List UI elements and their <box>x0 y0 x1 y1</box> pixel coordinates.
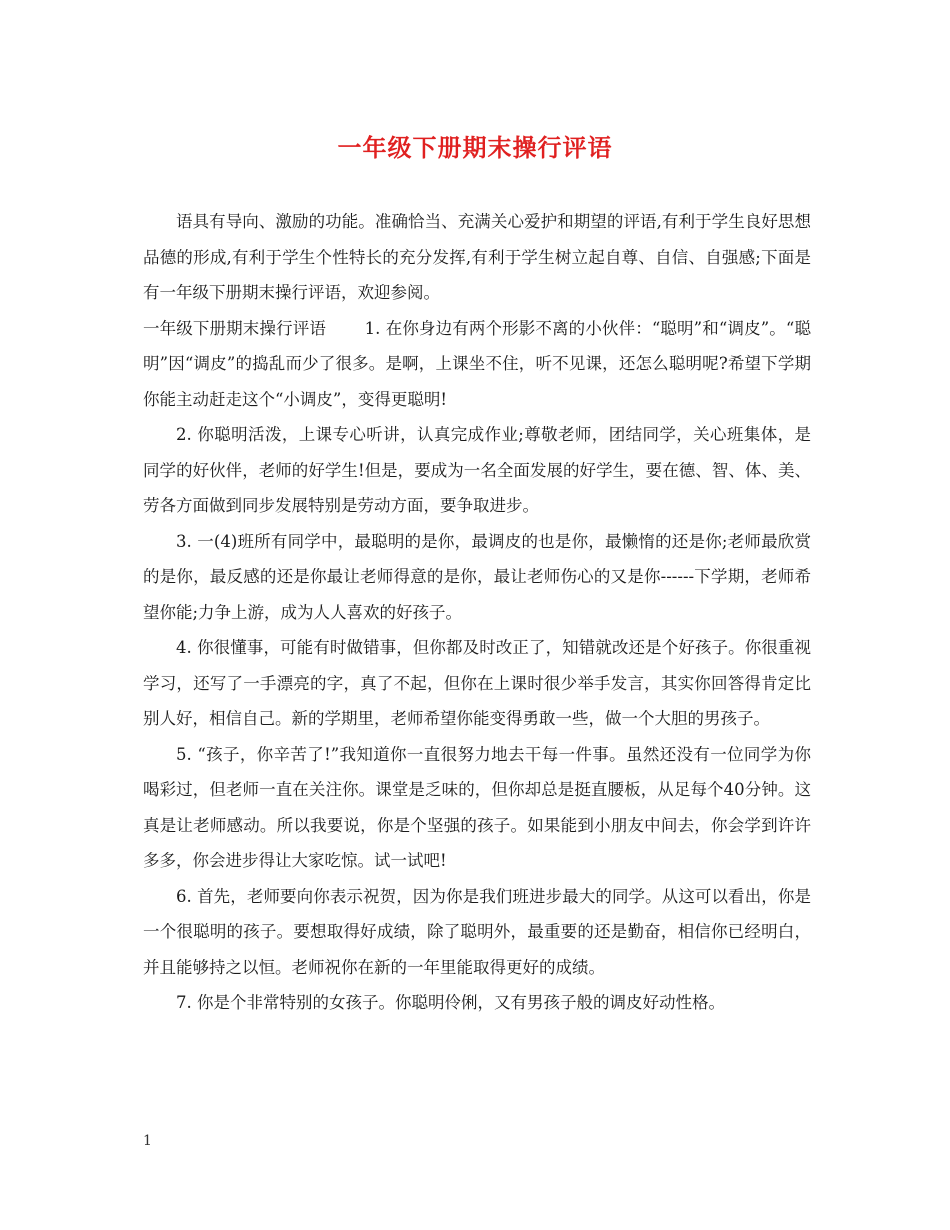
paragraph-comment-7: 7. 你是个非常特别的女孩子。你聪明伶俐，又有男孩子般的调皮好动性格。 <box>176 993 725 1012</box>
document-title: 一年级下册期末操行评语 <box>337 133 613 162</box>
paragraph-comment-3: 3. 一(4)班所有同学中，最聪明的是你，最调皮的也是你，最懒惰的还是你;老师最欣赏的是你，最反感的还是你最让老师得意的是你，最让老师伤心的又是你------下学期，老师希望你能;力争上游，成为人人喜欢的好孩子。 <box>143 531 811 622</box>
paragraph-comment-1: 一年级下册期末操行评语 1. 在你身边有两个形影不离的小伙伴：“聪明”和“调皮”。“聪明”因“调皮”的捣乱而少了很多。是啊，上课坐不住，听不见课，还怎么聪明呢?希望下学期你能主动赶走这个“小调皮”，变得更聪明! <box>143 318 811 409</box>
paragraph-comment-2: 2. 你聪明活泼，上课专心听讲，认真完成作业;尊敬老师，团结同学，关心班集体，是同学的好伙伴，老师的好学生!但是，要成为一名全面发展的好学生，要在德、智、体、美、劳各方面做到同步发展特别是劳动方面，要争取进步。 <box>143 425 811 515</box>
paragraph-comment-4: 4. 你很懂事，可能有时做错事，但你都及时改正了，知错就改还是个好孩子。你很重视学习，还写了一手漂亮的字，真了不起，但你在上课时很少举手发言，其实你回答得肯定比别人好，相信自己。新的学期里，老师希望你能变得勇敢一些，做一个大胆的男孩子。 <box>143 638 811 728</box>
paragraph-intro: 语具有导向、激励的功能。准确恰当、充满关心爱护和期望的评语,有利于学生良好思想品德的形成,有利于学生个性特长的充分发挥,有利于学生树立起自尊、自信、自强感;下面是有一年级下册期末操行评语，欢迎参阅。 <box>143 212 811 302</box>
paragraph-comment-5: 5. “孩子，你辛苦了!”我知道你一直很努力地去干每一件事。虽然还没有一位同学为你喝彩过，但老师一直在关注你。课堂是乏味的，但你却总是挺直腰板，从足每个40分钟。这真是让老师感动。所以我要说，你是个坚强的孩子。如果能到小朋友中间去，你会学到许许多多，你会进步得让大家吃惊。试一试吧! <box>143 744 811 870</box>
document-body <box>143 204 811 1021</box>
paragraph-comment-6: 6. 首先，老师要向你表示祝贺，因为你是我们班进步最大的同学。从这可以看出，你是一个很聪明的孩子。要想取得好成绩，除了聪明外，最重要的还是勤奋，相信你已经明白，并且能够持之以恒。老师祝你在新的一年里能取得更好的成绩。 <box>143 886 811 977</box>
page-number: 1 <box>143 1133 152 1149</box>
